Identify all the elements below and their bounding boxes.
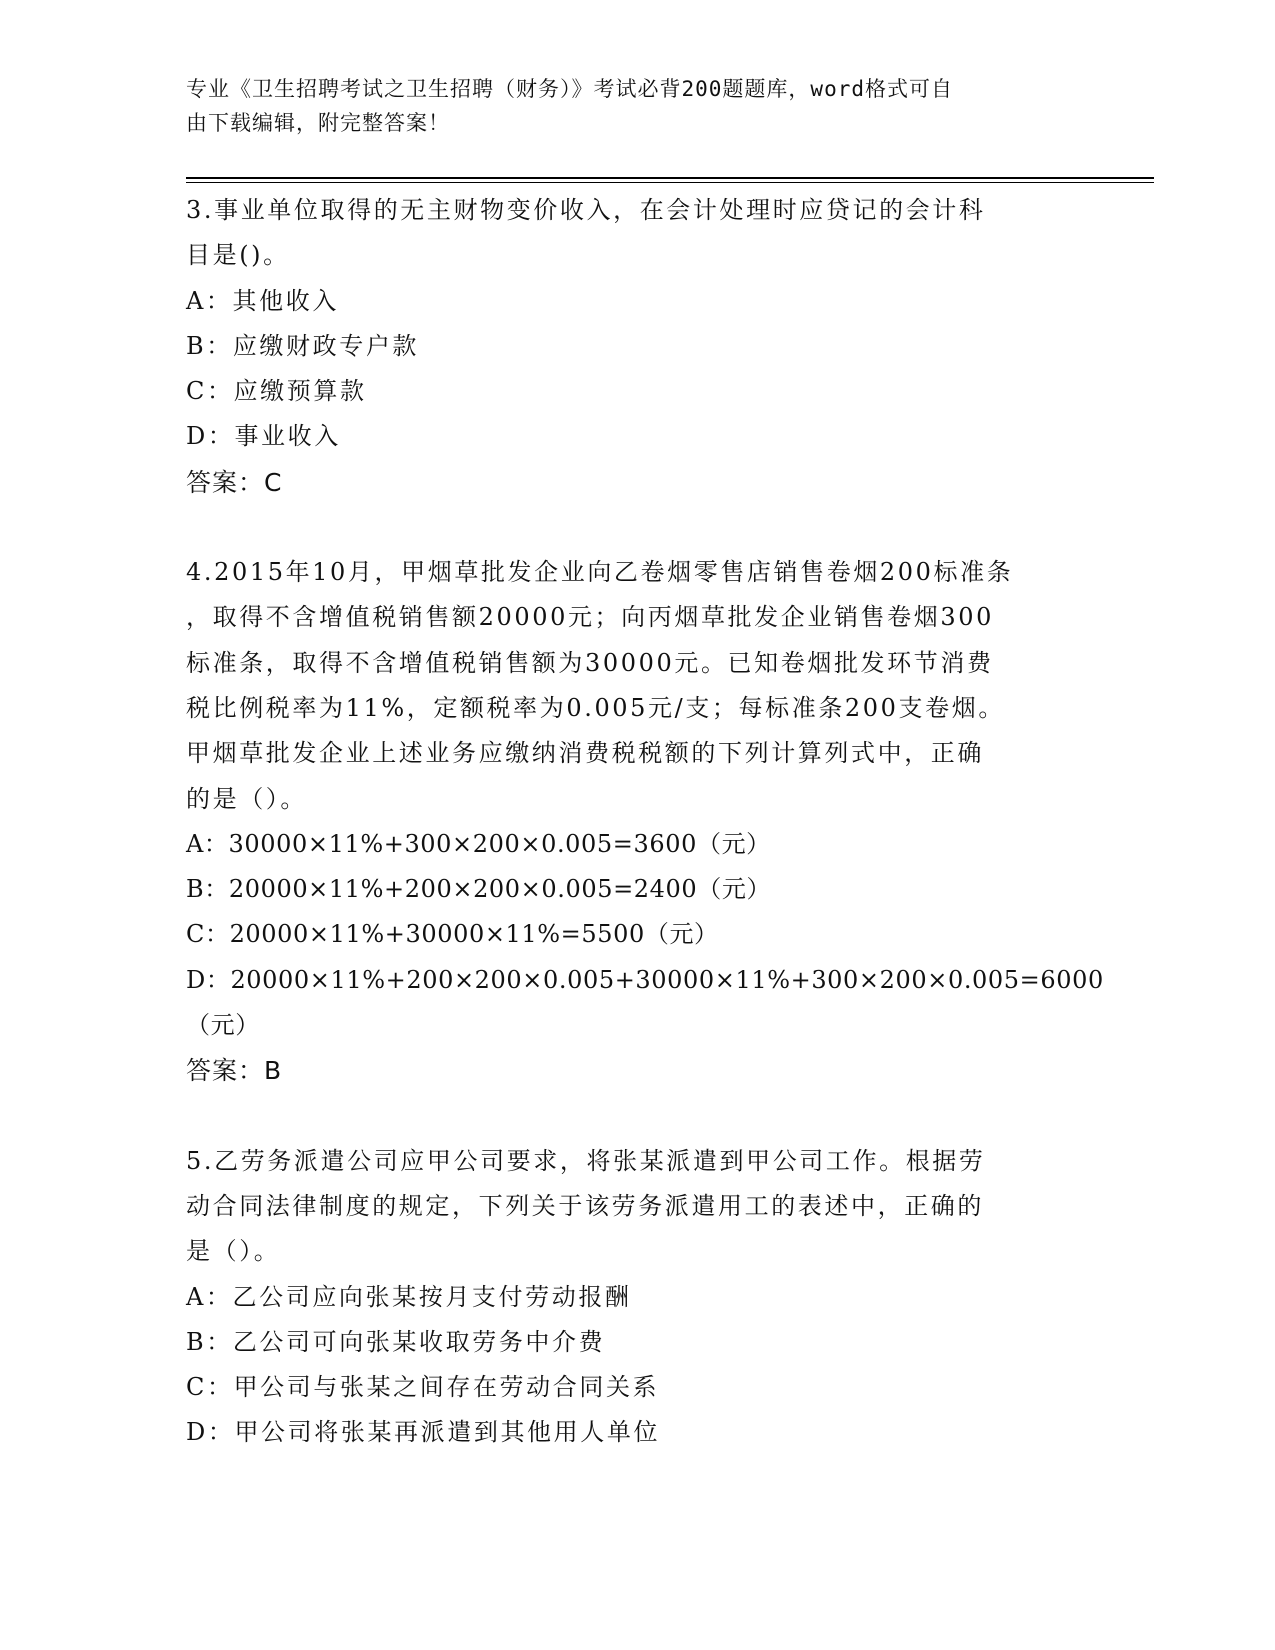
question-3-option-d: D：事业收入 xyxy=(186,422,341,451)
header-divider-thick xyxy=(186,177,1154,179)
document-header xyxy=(186,72,1066,140)
question-5-option-d: D：甲公司将张某再派遣到其他用人单位 xyxy=(186,1418,661,1447)
question-4-option-d: D：20000×11%+200×200×0.005+30000×11%+300×200×0.005=6000 xyxy=(186,965,1104,994)
question-4-option-d-continued: （元） xyxy=(186,1011,260,1040)
question-4-stem-line-1: 4.2015年10月，甲烟草批发企业向乙卷烟零售店销售卷烟200标准条 xyxy=(186,558,1014,587)
question-spacer xyxy=(186,505,1086,550)
question-4-option-a: A：30000×11%+300×200×0.005=3600（元） xyxy=(186,829,771,858)
question-list xyxy=(186,188,1104,1456)
question-5-option-a: A：乙公司应向张某按月支付劳动报酬 xyxy=(186,1282,632,1311)
question-4 xyxy=(186,550,1104,1094)
header-divider-thin xyxy=(186,182,1154,183)
question-4-stem-line-2: ，取得不含增值税销售额20000元；向丙烟草批发企业销售卷烟300 xyxy=(186,603,994,632)
question-3-answer: 答案：C xyxy=(186,467,283,497)
question-5-stem-line-2: 动合同法律制度的规定，下列关于该劳务派遣用工的表述中，正确的 xyxy=(186,1191,984,1220)
question-4-option-b: B：20000×11%+200×200×0.005=2400（元） xyxy=(186,875,772,904)
question-3 xyxy=(186,188,1086,505)
header-line-2: 由下载编辑，附完整答案！ xyxy=(186,111,450,135)
question-4-answer: 答案：B xyxy=(186,1056,283,1086)
question-5-option-c: C：甲公司与张某之间存在劳动合同关系 xyxy=(186,1373,660,1402)
question-4-option-c: C：20000×11%+30000×11%=5500（元） xyxy=(186,920,719,949)
question-spacer xyxy=(186,1094,1086,1139)
header-line-1: 专业《卫生招聘考试之卫生招聘（财务）》考试必背200题题库，word格式可自 xyxy=(186,77,953,101)
question-4-stem-line-3: 标准条，取得不含增值税销售额为30000元。已知卷烟批发环节消费 xyxy=(186,648,994,677)
question-4-stem-line-6: 的是（）。 xyxy=(186,784,307,813)
question-5-stem-line-1: 5.乙劳务派遣公司应甲公司要求，将张某派遣到甲公司工作。根据劳 xyxy=(186,1146,986,1175)
question-3-option-b: B：应缴财政专户款 xyxy=(186,331,420,360)
question-3-option-c: C：应缴预算款 xyxy=(186,377,367,406)
question-5 xyxy=(186,1139,1086,1456)
question-4-stem-line-5: 甲烟草批发企业上述业务应缴纳消费税税额的下列计算列式中，正确 xyxy=(186,739,984,768)
question-3-stem-line-1: 3.事业单位取得的无主财物变价收入，在会计处理时应贷记的会计科 xyxy=(186,196,986,224)
question-5-option-b: B：乙公司可向张某收取劳务中介费 xyxy=(186,1327,606,1356)
question-5-stem-line-3: 是（）。 xyxy=(186,1237,281,1266)
question-4-stem-line-4: 税比例税率为11%，定额税率为0.005元/支；每标准条200支卷烟。 xyxy=(186,693,1005,722)
question-3-option-a: A：其他收入 xyxy=(186,286,339,315)
question-3-stem-line-2: 目是()。 xyxy=(186,241,290,270)
